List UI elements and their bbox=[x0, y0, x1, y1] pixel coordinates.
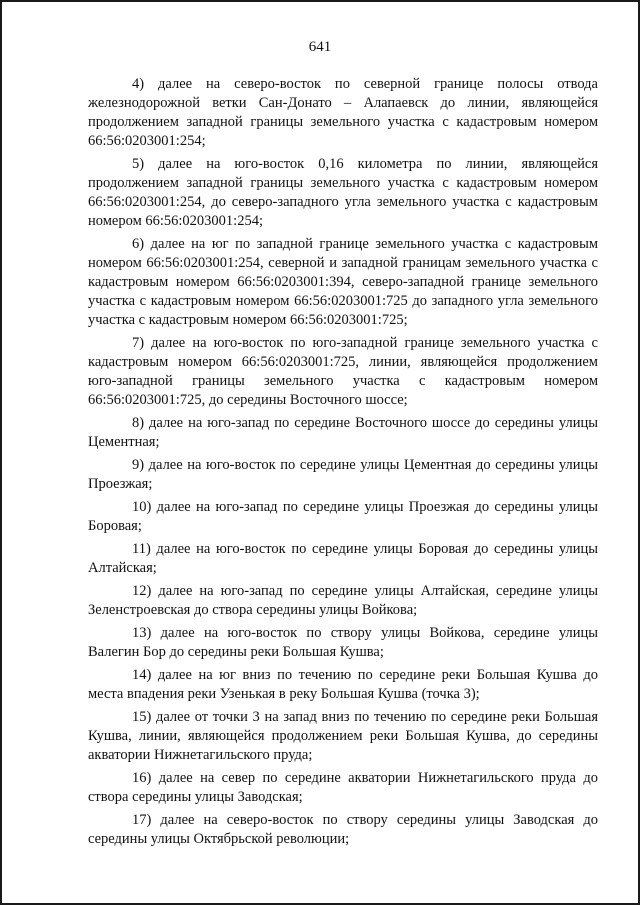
page-number: 641 bbox=[308, 39, 332, 55]
paragraph-item-12: 12) далее на юго-запад по середине улицы Алтайская, середине улицы Зеленстроевская до створа середины улицы Войкова; bbox=[88, 583, 598, 618]
paragraph-item-4: 4) далее на северо-восток по северной границе полосы отвода железнодорожной ветки Сан-Донато – Алапаевск до линии, являющейся продолжением западной границы земельного участка с кадастровым номером 66:56:0203001:254; bbox=[88, 76, 598, 149]
paragraph-item-8: 8) далее на юго-запад по середине Восточного шоссе до середины улицы Цементная; bbox=[88, 415, 598, 450]
paragraph-item-10: 10) далее на юго-запад по середине улицы Проезжая до середины улицы Боровая; bbox=[88, 499, 598, 534]
paragraph-item-15: 15) далее от точки 3 на запад вниз по течению по середине реки Большая Кушва, линии, являющейся продолжением реки Большая Кушва, до середины акватории Нижнетагильского пруда; bbox=[88, 709, 598, 763]
paragraph-item-16: 16) далее на север по середине акватории Нижнетагильского пруда до створа середины улицы Заводская; bbox=[88, 770, 598, 805]
paragraph-item-13: 13) далее на юго-восток по створу улицы Войкова, середине улицы Валегин Бор до середины реки Большая Кушва; bbox=[88, 625, 598, 660]
paragraph-item-5: 5) далее на юго-восток 0,16 километра по линии, являющейся продолжением западной границы земельного участка с кадастровым номером 66:56:0203001:254, до северо-западного угла земельного участка с кадастровым номером 66:56:0203001:254; bbox=[88, 156, 598, 229]
paragraph-item-9: 9) далее на юго-восток по середине улицы Цементная до середины улицы Проезжая; bbox=[88, 457, 598, 492]
document-body bbox=[88, 75, 598, 853]
paragraph-item-17: 17) далее на северо-восток по створу середины улицы Заводская до середины улицы Октябрьской революции; bbox=[88, 812, 598, 847]
paragraph-item-14: 14) далее на юг вниз по течению по середине реки Большая Кушва до места впадения реки Узенькая в реку Большая Кушва (точка 3); bbox=[88, 667, 598, 702]
paragraph-item-7: 7) далее на юго-восток по юго-западной границе земельного участка с кадастровым номером 66:56:0203001:725, линии, являющейся продолжением юго-западной границы земельного участка с кадастровым номером 66:56:0203001:725, до середины Восточного шоссе; bbox=[88, 335, 598, 408]
paragraph-item-6: 6) далее на юг по западной границе земельного участка с кадастровым номером 66:56:0203001:254, северной и западной границам земельного участка с кадастровым номером 66:56:0203001:394, северо-западной границе земельного участка с кадастровым номером 66:56:0203001:725 до западного угла земельного участка с кадастровым номером 66:56:0203001:725; bbox=[88, 236, 598, 328]
paragraph-item-11: 11) далее на юго-восток по середине улицы Боровая до середины улицы Алтайская; bbox=[88, 541, 598, 576]
